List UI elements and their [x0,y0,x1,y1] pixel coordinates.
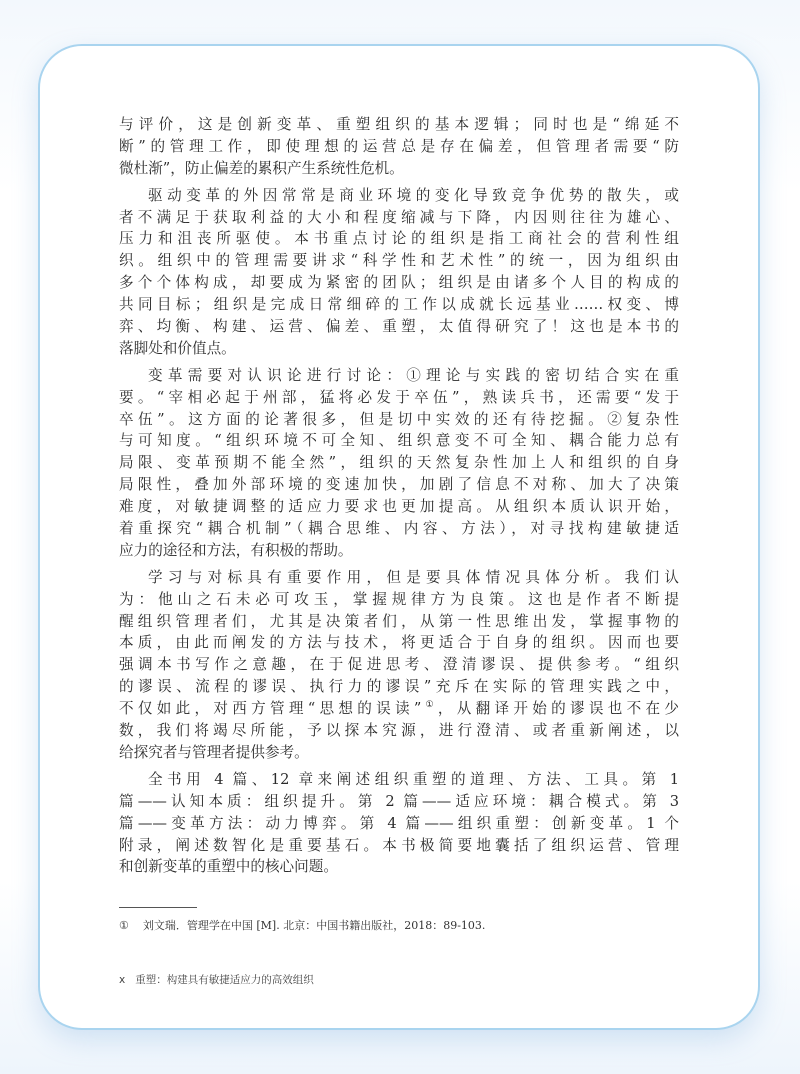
text-line: 本质，由此而阐发的方法与技术，将更适合于自身的组织。因而也要 [119,634,679,652]
paragraph-4 [119,567,679,764]
text-line: 变革需要对认识论进行讨论：①理论与实践的密切结合实在重 [148,366,679,384]
text-line: 微杜渐”，防止偏差的累积产生系统性危机。 [119,159,404,177]
text-line: 应力的途径和方法，有积极的帮助。 [119,541,353,559]
text-line: 卒伍”。这方面的论著很多，但是切中实效的还有待挖掘。②复杂性 [119,410,679,428]
text-line: 数，我们将竭尽所能，予以探本究源，进行澄清、或者重新阐述，以 [119,722,679,740]
text-line: 落脚处和价值点。 [119,339,236,357]
text-line: 醒组织管理者们，尤其是决策者们，从第一性思维出发，掌握事物的 [119,612,679,630]
footnote-text: 刘文瑞．管理学在中国 [M]. 北京：中国书籍出版社，2018：89-103. [142,919,486,932]
text-line: 为：他山之石未必可攻玉，掌握规律方为良策。这也是作者不断提 [119,590,679,608]
footnote [119,917,485,933]
text-line-with-footnote [119,698,679,720]
text-segment: 不仅如此，对西方管理“思想的误读” [119,700,422,718]
text-line: 断”的管理工作，即使理想的运营总是存在偏差，但管理者需要“防 [119,137,679,155]
text-line: 驱动变革的外因常常是商业环境的变化导致竞争优势的散失，或 [148,186,679,204]
footnote-divider [119,907,197,908]
footnote-reference[interactable]: ① [421,700,438,711]
text-line: 与可知度。“组织环境不可全知、组织意变不可全知、耦合能力总有 [119,432,679,450]
text-line: 着重探究“耦合机制”（耦合思维、内容、方法），对寻找构建敏捷适 [119,520,679,538]
text-segment: ，从翻译开始的谬误也不在少 [437,700,679,718]
text-line: 篇——认知本质：组织提升。第 2 篇——适应环境：耦合模式。第 3 [119,792,679,810]
text-line: 织。组织中的管理需要讲求“科学性和艺术性”的统一，因为组织由 [119,252,679,270]
text-line: 与评价，这是创新变革、重塑组织的基本逻辑；同时也是“绵延不 [119,116,679,133]
text-line: 要。“宰相必起于州部，猛将必发于卒伍”，熟读兵书，还需要“发于 [119,388,679,406]
paragraph-1 [119,114,679,180]
text-line: 难度，对敏捷调整的适应力要求也更加提高。从组织本质认识开始， [119,498,679,516]
body-text [119,114,679,883]
page-number: x [119,974,126,986]
text-line: 者不满足于获取利益的大小和程度缩减与下降，内因则往往为雄心、 [119,208,679,226]
text-line: 局限性，叠加外部环境的变速加快，加剧了信息不对称、加大了决策 [119,476,679,494]
text-line: 共同目标；组织是完成日常细碎的工作以成就长远基业……权变、博 [119,296,679,314]
running-footer [119,972,314,987]
footnote-number: ① [119,919,129,932]
text-line: 学习与对标具有重要作用，但是要具体情况具体分析。我们认 [148,568,679,586]
text-line: 全书用 4 篇、12 章来阐述组织重塑的道理、方法、工具。第 1 [148,770,679,788]
text-line: 的谬误、流程的谬误、执行力的谬误”充斥在实际的管理实践之中， [119,678,679,696]
text-line: 和创新变革的重塑中的核心问题。 [119,858,338,876]
text-line: 给探究者与管理者提供参考。 [119,743,309,761]
text-line: 附录，阐述数智化是重要基石。本书极简要地囊括了组织运营、管理 [119,836,679,854]
text-line: 多个个体构成，却要成为紧密的团队；组织是由诸多个人目的构成的 [119,274,679,292]
text-line: 强调本书写作之意趣，在于促进思考、澄清谬误、提供参考。“组织 [119,656,679,674]
text-line: 压力和沮丧所驱使。本书重点讨论的组织是指工商社会的营利性组 [119,230,679,248]
text-line: 篇——变革方法：动力博弈。第 4 篇——组织重塑：创新变革。1 个 [119,814,679,832]
text-line: 弈、均衡、构建、运营、偏差、重塑，太值得研究了！这也是本书的 [119,318,679,336]
text-line: 局限、变革预期不能全然”，组织的天然复杂性加上人和组织的自身 [119,454,679,472]
book-title: 重塑：构建具有敏捷适应力的高效组织 [135,974,314,986]
paragraph-2 [119,185,679,360]
paragraph-3 [119,365,679,562]
paragraph-5 [119,769,679,878]
